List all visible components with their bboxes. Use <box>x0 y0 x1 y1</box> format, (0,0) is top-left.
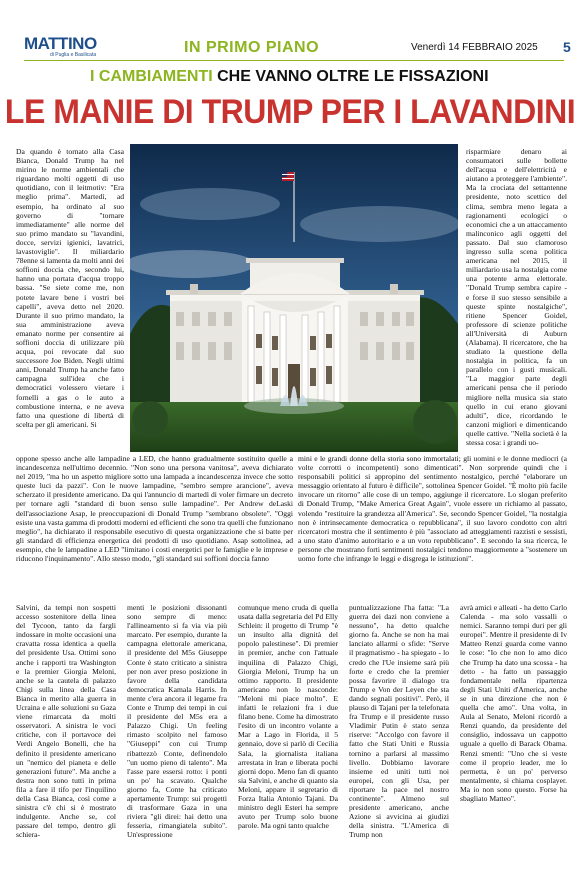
section-title: IN PRIMO PIANO <box>184 39 320 56</box>
article-headline: LE MANIE DI TRUMP PER I LAVANDINI <box>4 91 576 131</box>
kicker-accent: I CAMBIAMENTI <box>90 68 213 85</box>
article-text-column-2: risparmiare denaro ai consumatori sulle bollette dell'acqua e dell'elettricità e aiutano a proteggere l'ambiente". Ma la crociata del settantenne presidente, noto scettico del clima, sembra meno legata a ragionamenti ecologici o economici che a un attaccamento malinconico agli oggetti del passato. Dal suo clamoroso ingresso sulla scena politica americana nel 2015, il miliardario usa la nostalgia come una potente arma elettorale. "Donald Trump sembra capire - e forse il suo stesso sensibile a queste spinte nostalgiche", ritiene Spencer Goidel, professore di scienze politiche all'Università di Auburn (Alabama). Il ricercatore, che ha studiato la questione della nostalgia in politica, fa un parallelo con i gusti musicali. "La maggior parte degli americani pensa che il periodo migliore nella musica sia stato quello in cui erano giovani adulti", dice, ricordando le canzoni migliori e dimenticando quelle cattive. "Nella società è la stessa cosa: i grandi uo- <box>466 147 567 447</box>
continuation-column-4: puntualizzazione l'ha fatta: "La guerra dei dazi non conviene a nessuno", ha detto qualche giorno fa. Anche se non ha mai lanciato allarmi o sfide: "Serve il pragmatismo - ha spiegato - lo credo che l'Ue insieme sarà più forte e credo che la premier possa favorire il dialogo tra Trump e Von der Leyen che sta dando segnali positivi". Però, il plauso di Tajani per la telefonata fra Trump e il presidente russo Vladimir Putin è stato senza riserve: "Accolgo con favore il fatto che Stati Uniti e Russia tornino a parlarsi al massimo livello. Dobbiamo lavorare insieme ed uniti tutti noi europei, con gli Usa, per riportare la pace nel nostro continente". Almeno sul presidente americano, anche Azione si avvicina ai giudizi della sinistra. "L'America di Trump non <box>349 603 449 840</box>
newspaper-logo: MATTINO <box>24 34 97 53</box>
article-text-wide-left: oppone spesso anche alle lampadine a LED, che hanno gradualmente sostituito quelle a incandescenza nell'ultimo decennio. "Non sono una persona vanitosa", aveva dichiarato nel 2019, "ma ho un aspetto migliore sotto una lampada a incandescenza invece che sotto queste luci da pazzi". Con le nuove lampadine, "sembro sempre arancione", aveva scherzato il presidente americano. Da qui l'annuncio di martedì di voler firmare un decreto per tornare agli "standard di buon senso sulle lampadine". Per Andrew deLaski dell'associazione Asap, le preoccupazioni di Donald Trump "sembrano obsolete". "Oggi esiste una vasta gamma di prodotti moderni ed efficienti che sono tra quelli che funzionano meglio", ha dichiarato il responsabile esecutivo di questa organizzazione che si batte per gli standard di efficienza energetica dei prodotti di uso quotidiano. Asap sottolinea, ad esempio, che le lampadine a LED "limitano i costi energetici per le famiglie e le imprese e riducono l'inquinamento". Allo stesso modo, "gli standard sui soffioni doccia fanno <box>16 454 293 564</box>
continuation-column-2: menti le posizioni dissonanti sono sempre di meno: l'allineamento si fa via via più marcato. Per esempio, durante la campagna elettorale americana, il presidente del M5s Giuseppe Conte è stato criticato a sinistra per non aver preso posizione in favore della candidata democratica Kamala Harris. In mente c'era ancora il legame fra Conte e Trump dei tempi in cui il presidente del M5s era a Palazzo Chigi. Un feeling rimasto scolpito nel famoso "Giuseppi" con cui Trump ribattezzò Conte, definendolo "un uomo pieno di talento". Ma l'asse pare essersi rotto: i ponti un po' ha scavato. Qualche giorno fa, Conte ha criticato apertamente Trump: sui progetti di trasformare Gaza in una riviera "gli direi: hai detto una fesseria, rimangiatela subito". Un'espressione <box>127 603 227 840</box>
article-text-column-1: Da quando è tornato alla Casa Bianca, Donald Trump ha nel mirino le norme ambientali che riguardano molti oggetti di uso quotidiano, con il leitmotiv: "Era meglio prima". Martedì, ad esempio, ha ordinato al suo governo di "tornare immediatamente" alle norme del suo primo mandato su "lavandini, docce, servizi igienici, lavatrici, lavastoviglie". Il miliardario 78enne si lamenta da molti anni dei soffioni doccia che, secondo lui, hanno una portata d'acqua troppo bassa. "Se siete come me, non potete lavare bene i vostri bei capelli", aveva detto nel 2020. Durante il suo primo mandato, la sua amministrazione aveva emanato norme per consentire ai soffioni doccia di utilizzare più acqua, poi revocate dal suo successore Joe Biden. Negli ultimi anni, Donald Trump ha anche fatto campagna sull'idea che i democratici volessero vietare i fornelli a gas o le auto a combustione interna, e ne aveva fatto una questione di libertà di scelta per gli americani. Si <box>16 147 124 429</box>
continuation-column-1: Salvini, da tempi non sospetti accesso sostenitore della linea del Tycoon, tanto da fargli indossare in molte occasioni una cravatta rossa identica a quella del presidente Usa. Ottimi sono anche i rapporti tra Washington e la premier Giorgia Meloni, anche se la cautela di palazzo Chigi sulla linea della Casa Bianca in merito alla guerra in Ucraina e alle soluzioni su Gaza viene rimarcata da molti osservatori. A sinistra le voci critiche, con il portavoce dei Verdi Angelo Bonelli, che ha definito il presidente americano un "nemico del pianeta e delle generazioni future". Ma anche a destra non sono tutti in prima fila a fare il tifo per l'inquilino della Casa Bianca, così come a sinistra c'è chi si è mostrato indulgente. Anche se, col passare del tempo, dentro gli schiera- <box>16 603 116 840</box>
continuation-column-5: avrà amici e alleati - ha detto Carlo Calenda - ma solo vassalli o nemici. Saranno tempi duri per gli europei". Mentre il presidente di Iv Matteo Renzi guarda come vanno le cose: "Io che non lo amo dico che Trump ha dato una scossa - ha detto - ha fatto un passaggio fondamentale nella ripartenza degli Stati Uniti d'America, anche se in una direzione che non è quella che amo". Una volta, in Aula al Senato, Meloni ricordò a Renzi quando, da presidente del consiglio, indossava un cappotto uguale a quello di Barack Obama. Renzi smentì: "Uno che si veste come il proprio leader, me lo permetta, è un po' perverso mentalmente, si chiama cosplayer. Ma io non sono questo. Forse ha sbagliato Matteo". <box>460 603 567 803</box>
article-text-wide-right: mini e le grandi donne della storia sono immortalati; gli uomini e le donne mediocri (a volte corrotti o incompetenti) sono dimenticati". Non sorprende quindi che i responsabili politici si appropino del sentimento nostalgico, perché "elaborare un messaggio orientato al futuro è difficile", sottolinea Spencer Goidel. "È molto più facile invocare un ritorno" alle cose di un tempo, aggiunge il ricercatore. Lo slogan preferito di Donald Trump, "Make America Great Again", vuole essere un richiamo al passato, volendo "restituire la grandezza all'America". Se, secondo Spencer Goidel, "la nostalgia non è intrinsecamente democratica o repubblicana", il suo lavoro condotto con altri ricercatori mostra che il sentimento è più "associato ad atteggiamenti razzisti e sessisti, a uno stato d'animo autoritario e a un voto repubblicano". E secondo la sua ricerca, le persone che mostrano forti sentimenti nostalgici tendono maggiormente a "sostenere un uomo forte che infrange le leggi e disgrega le istituzioni". <box>298 454 567 564</box>
continuation-column-3: comunque meno cruda di quella usata dalla segretaria del Pd Elly Schlein: il progetto di Trump "è un insulto alla dignità del popolo palestinese". Di premier in premier, anche con l'attuale inquilina di Palazzo Chigi, Giorgia Meloni, Trump ha un ottimo rapporto. Il presidente americano non lo nasconde: "Meloni mi piace molto". E infatti le relazioni fra i due filano bene. Come ha dimostrato l'esito di un incontro volante a Mar a Lago in Florida, il 5 gennaio, dove si parlò di Cecilia Sala, la giornalista italiana arrestata in Iran e liberata pochi giorni dopo. Meno fan di quanto sia Salvini, e anche di quanto sia Meloni, appare il segretario di Forza Italia Antonio Tajani. Da ministro degli Esteri ha sempre avuto per Trump solo buone parole. Ma ogni tanto qualche <box>238 603 338 831</box>
white-house-illustration <box>130 144 458 452</box>
kicker-rest: CHE VANNO OLTRE LE FISSAZIONI <box>217 68 489 85</box>
article-kicker <box>90 68 489 86</box>
issue-date: Venerdì 14 FEBBRAIO 2025 <box>411 42 538 53</box>
page-header <box>0 0 580 62</box>
page-number: 5 <box>563 39 571 55</box>
newspaper-logo-subtitle: di Puglia e Basilicata <box>50 52 97 58</box>
white-house-photo <box>130 144 458 452</box>
header-divider <box>24 60 564 61</box>
